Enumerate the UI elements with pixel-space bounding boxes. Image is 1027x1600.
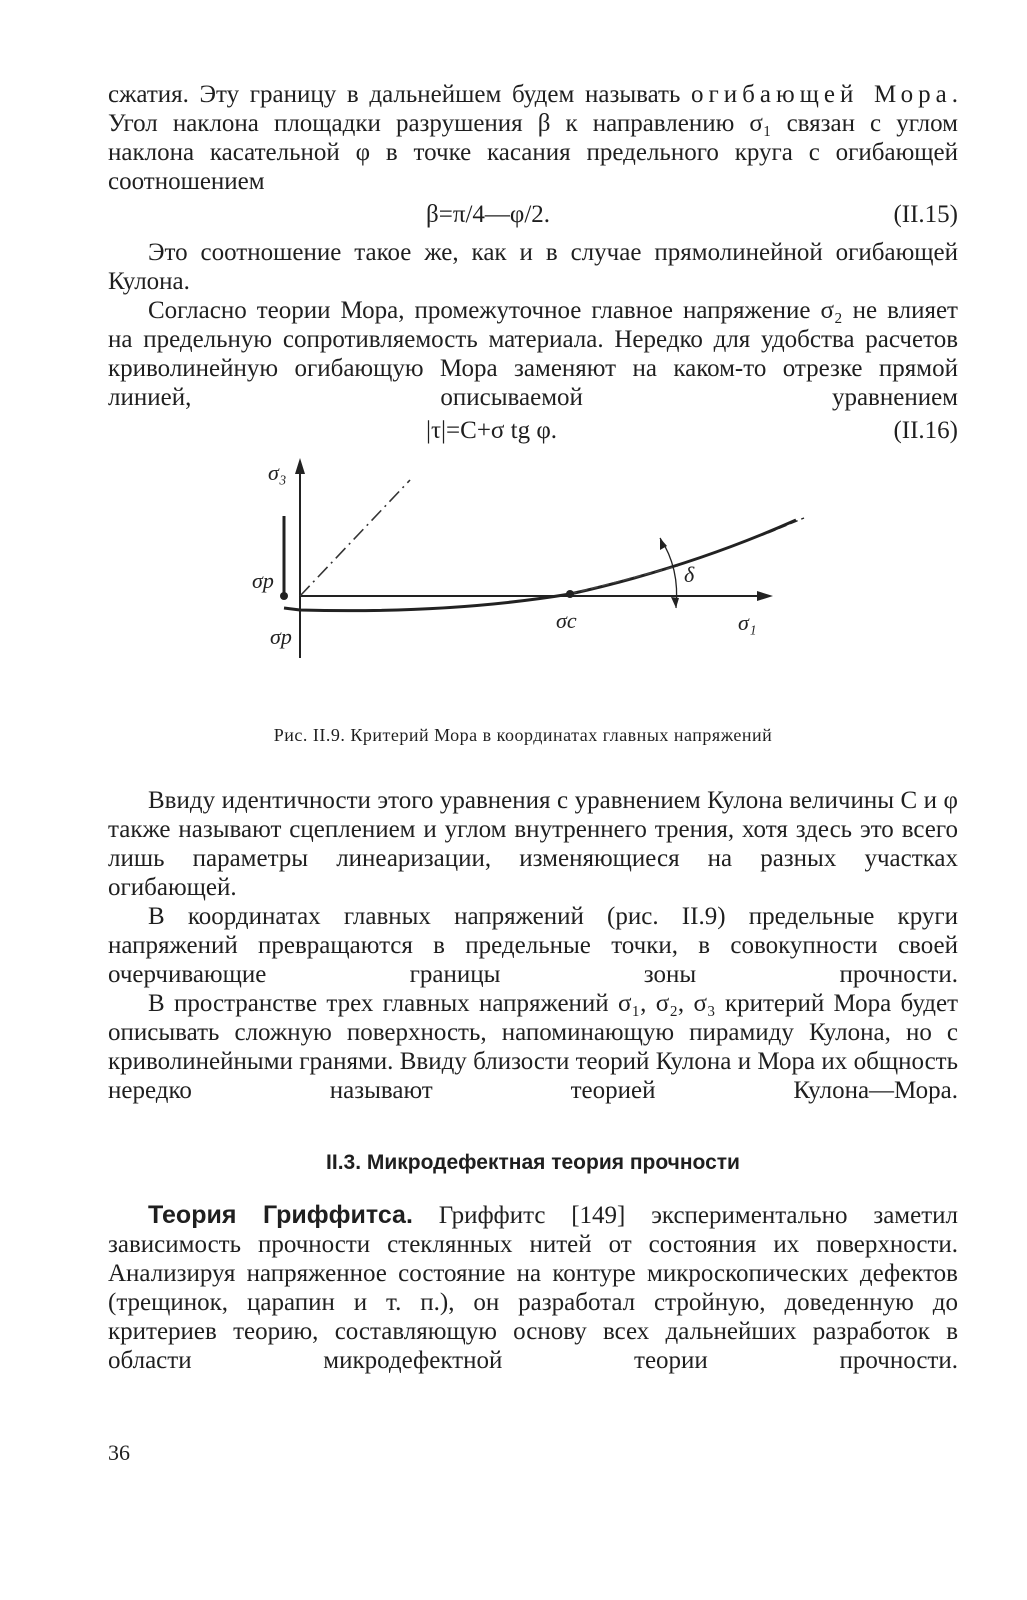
mohr-limit-curve — [284, 520, 796, 611]
term-mohr-envelope: огибающей Мора — [691, 81, 952, 108]
curve-extension — [768, 518, 804, 533]
formula-ii-15-expression: β=π/4—φ/2. — [426, 201, 551, 228]
delta-arrow-bottom — [671, 597, 679, 608]
formula-ii-15 — [108, 196, 958, 234]
formula-ii-16-number: (II.16) — [893, 417, 958, 444]
paragraph-6: В пространстве трех главных напряжений σ₁, σ₂, σ₃ критерий Мора будет описывать сложную поверхность, напоминающую пирамиду Кулона, но с криволинейными гранями. Ввиду близости теорий Кулона и Мора их общность нередко называют теорией Кулона—Мора. — [108, 990, 958, 1104]
label-sigma3: σ₃ — [268, 460, 287, 485]
sigma1-axis-arrow — [757, 591, 773, 601]
formula-ii-16 — [108, 412, 958, 450]
sigma-p-point — [280, 592, 288, 600]
paragraph-4: Ввиду идентичности этого уравнения с уравнением Кулона величины C и φ также называют сцеплением и углом внутреннего трения, хотя здесь это всего лишь параметры линеаризации, изменяющиеся на разных участках огибающей. — [108, 787, 958, 901]
paragraph-7 — [108, 1201, 958, 1375]
paragraph-3: Согласно теории Мора, промежуточное главное напряжение σ₂ не влияет на предельную сопротивляемость материала. Нередко для удобства расчетов криволинейную огибающую Мора заменяют на каком-то отрезке прямой линией, описываемой уравнением — [108, 297, 958, 411]
paragraph-5: В координатах главных напряжений (рис. II.9) предельные круги напряжений превращаются в предельные точки, в совокупности своей очерчивающие границы зоны прочности. — [108, 903, 958, 988]
label-delta: δ — [684, 562, 695, 587]
figure-caption: Рис. II.9. Критерий Мора в координатах главных напряжений — [273, 725, 773, 745]
griffith-theory-lead: Теория Гриффитса. — [148, 1201, 413, 1229]
paragraph-7-text: Гриффитс [149] экспериментально заметил зависимость прочности стеклянных нитей от состояния их поверхности. Анализируя напряженное состояние на контуре микроскопических дефектов (трещинок, царапин и т. п.), он разработал стройную, доведенную до критериев теорию, составляющую основу всех дальнейших разработок в области микродефектной теории прочности. — [108, 1202, 958, 1374]
section-heading: II.3. Микродефектная теория прочности — [326, 1151, 740, 1174]
paragraph-2: Это соотношение такое же, как и в случае прямолинейной огибающей Кулона. — [108, 239, 958, 295]
figure-ii-9 — [108, 458, 958, 720]
page-body — [108, 80, 958, 1375]
sigma3-axis-arrow — [295, 458, 305, 474]
label-sigma-c: σc — [556, 608, 577, 633]
label-sigma-p-lower: σp — [270, 624, 292, 649]
formula-ii-15-number: (II.15) — [893, 201, 958, 228]
label-sigma1: σ₁ — [738, 610, 757, 635]
mohr-criterion-diagram — [248, 458, 808, 720]
tangent-line — [570, 566, 678, 594]
paragraph-1-text-b: . Угол наклона площадки разрушения β к направлению σ₁ связан с углом наклона касательной φ в точке касания предельного круга с огибающей соотношением — [108, 81, 958, 195]
paragraph-1 — [108, 80, 958, 196]
sigma-c-point — [566, 590, 574, 598]
bisector-line — [300, 480, 410, 596]
label-sigma-p-upper: σp — [252, 568, 274, 593]
formula-ii-16-expression: |τ|=C+σ tg φ. — [426, 417, 558, 444]
page-number: 36 — [108, 1440, 130, 1465]
paragraph-1-text-a: сжатия. Эту границу в дальнейшем будем называть — [108, 81, 692, 108]
